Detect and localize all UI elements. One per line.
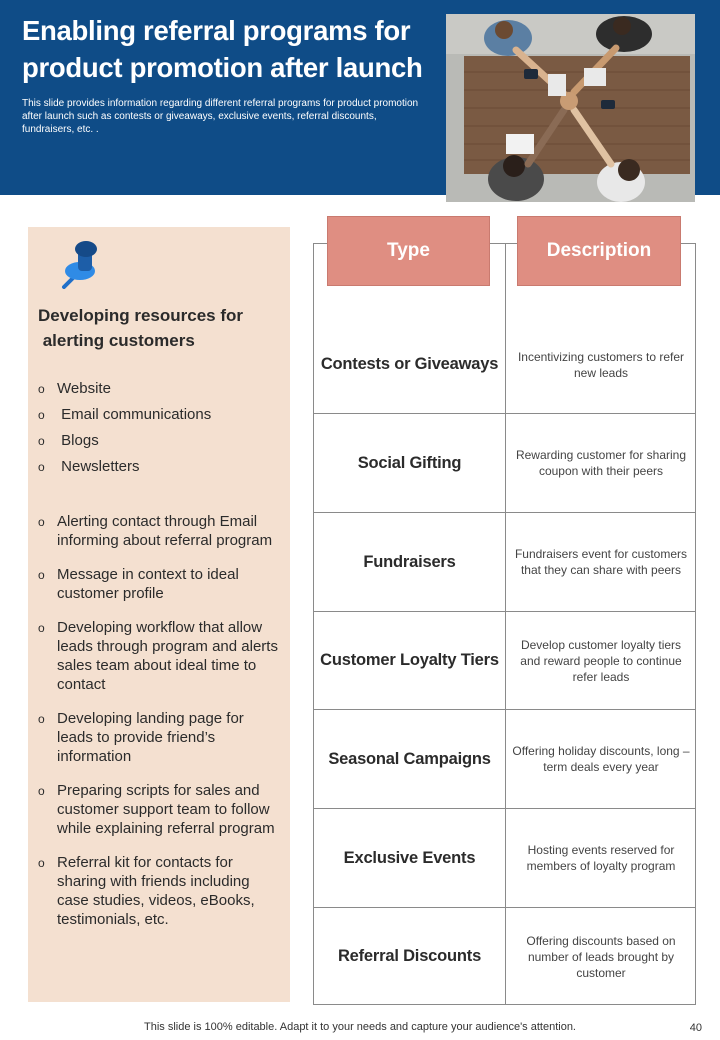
table-cell-description: Incentivizing customers to refer new leads — [517, 349, 685, 380]
table-cell-type: Fundraisers — [363, 552, 456, 571]
table-cell-description: Rewarding customer for sharing coupon with their peers — [515, 448, 687, 478]
footer-note: This slide is 100% editable. Adapt it to your needs and capture your audience's attention. — [144, 1021, 576, 1033]
table-cell-description: Offering discounts based on number of leads brought by customer — [526, 933, 676, 980]
resources-panel — [28, 227, 290, 1002]
table-cell-description: Fundraisers event for customers that they can share with peers — [514, 547, 688, 577]
list-item: o Email communications — [38, 406, 212, 423]
list-item: o Message in context to ideal customer profile — [38, 566, 239, 602]
table-cell-type: Contests or Giveaways — [320, 355, 499, 373]
referral-programs-table — [313, 243, 696, 1005]
list-item: o Developing workflow that allow leads through program and alerts sales team about ideal time to contact — [38, 619, 278, 693]
table-header-description: Description — [517, 216, 681, 286]
list-item: o Referral kit for contacts for sharing with friends including case studies, videos, eBooks, testimonials, etc. — [38, 854, 255, 928]
list-item: o Website — [38, 380, 111, 397]
slide-title: Enabling referral programs for product promotion after launch — [22, 15, 423, 83]
table-cell-type: Social Gifting — [357, 453, 462, 472]
table-cell-type: Customer Loyalty Tiers — [320, 651, 499, 669]
table-cell-description: Develop customer loyalty tiers and reward people to continue refer leads — [520, 637, 682, 684]
panel-heading: Developing resources for alerting customers — [38, 306, 244, 350]
channel-list — [38, 379, 283, 483]
table-cell-description: Offering holiday discounts, long – term deals every year — [512, 744, 690, 774]
pushpin-icon — [58, 237, 108, 289]
table-cell-type: Exclusive Events — [343, 848, 476, 867]
list-item: o Developing landing page for leads to provide friend’s information — [38, 710, 244, 765]
steps-list — [38, 512, 283, 944]
team-collaboration-photo — [446, 14, 695, 202]
page-number: 40 — [689, 1022, 702, 1034]
table-header-type: Type — [327, 216, 490, 286]
list-item: o Newsletters — [38, 458, 140, 475]
slide-subtitle: This slide provides information regarding different referral programs for product promotion after launch such as contests or giveaways, exclusive events, referral discounts, fundraisers, etc. . — [22, 98, 419, 135]
table-cell-description: Hosting events reserved for members of loyalty program — [526, 843, 676, 873]
table-cell-type: Seasonal Campaigns — [328, 749, 491, 768]
table-cell-type: Referral Discounts — [337, 947, 482, 965]
list-item: o Blogs — [38, 432, 99, 449]
list-item: o Preparing scripts for sales and customer support team to follow while explaining referral program — [38, 782, 275, 837]
list-item: o Alerting contact through Email informing about referral program — [38, 513, 273, 549]
